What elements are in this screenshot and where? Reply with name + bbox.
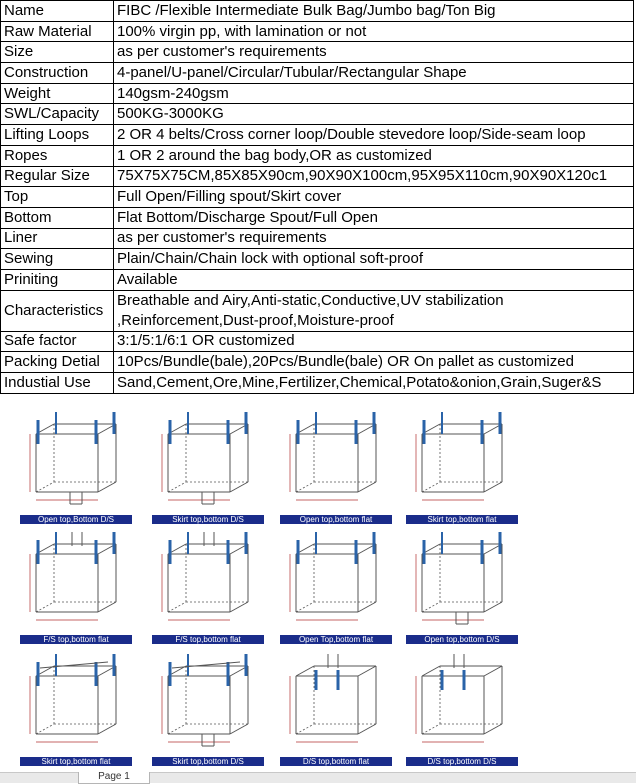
spec-value: Breathable and Airy,Anti-static,Conductive,UV stabilization ,Reinforcement,Dust-proof,Moisture-proof: [114, 290, 634, 331]
spec-value: 140gsm-240gsm: [114, 83, 634, 104]
spec-key: Size: [1, 42, 114, 63]
spec-row: [1, 104, 634, 125]
spec-value: Plain/Chain/Chain lock with optional soft-proof: [114, 249, 634, 270]
spec-value: 4-panel/U-panel/Circular/Tubular/Rectangular Shape: [114, 63, 634, 84]
sheet-tab-bar: [0, 772, 636, 783]
bag-caption: F/S top,bottom flat: [152, 635, 264, 644]
spec-value: 3:1/5:1/6:1 OR customized: [114, 331, 634, 352]
spec-key: Characteristics: [1, 290, 114, 331]
bag-drawing: [274, 532, 398, 634]
bag-drawing: [146, 654, 270, 756]
spec-key: Regular Size: [1, 166, 114, 187]
bag-caption: D/S top,bottom flat: [280, 757, 392, 766]
spec-value: Flat Bottom/Discharge Spout/Full Open: [114, 207, 634, 228]
spec-key: Weight: [1, 83, 114, 104]
spec-row: [1, 207, 634, 228]
bag-drawing: [146, 412, 270, 514]
bag-gallery: [0, 412, 552, 772]
spec-value: FIBC /Flexible Intermediate Bulk Bag/Jumbo bag/Ton Big: [114, 1, 634, 22]
spec-row: [1, 228, 634, 249]
bag-caption: Skirt top,bottom flat: [20, 757, 132, 766]
spec-value: 100% virgin pp, with lamination or not: [114, 21, 634, 42]
bag-drawing: [274, 654, 398, 756]
bag-caption: Open top,bottom D/S: [406, 635, 518, 644]
spec-row: [1, 290, 634, 331]
spec-value: Full Open/Filling spout/Skirt cover: [114, 187, 634, 208]
bag-drawing: [14, 654, 138, 756]
spec-row: [1, 249, 634, 270]
spec-value: 10Pcs/Bundle(bale),20Pcs/Bundle(bale) OR On pallet as customized: [114, 352, 634, 373]
spec-key: Packing Detial: [1, 352, 114, 373]
sheet-tab[interactable]: Page 1: [78, 772, 150, 784]
spec-row: [1, 42, 634, 63]
bag-caption: Open top,Bottom D/S: [20, 515, 132, 524]
spec-key: Ropes: [1, 145, 114, 166]
bag-drawing: [274, 412, 398, 514]
spec-value: 2 OR 4 belts/Cross corner loop/Double stevedore loop/Side-seam loop: [114, 125, 634, 146]
spec-row: [1, 373, 634, 394]
spec-key: Raw Material: [1, 21, 114, 42]
bag-drawing: [400, 654, 524, 756]
spec-row: [1, 269, 634, 290]
spec-row: [1, 125, 634, 146]
spec-row: [1, 1, 634, 22]
spec-key: SWL/Capacity: [1, 104, 114, 125]
spec-key: Priniting: [1, 269, 114, 290]
spec-row: [1, 21, 634, 42]
spec-key: Bottom: [1, 207, 114, 228]
spec-value: as per customer's requirements: [114, 228, 634, 249]
spec-value: Sand,Cement,Ore,Mine,Fertilizer,Chemical,Potato&onion,Grain,Suger&S: [114, 373, 634, 394]
spec-row: [1, 83, 634, 104]
spec-key: Sewing: [1, 249, 114, 270]
bag-caption: F/S top,bottom flat: [20, 635, 132, 644]
bag-caption: Open Top,bottom flat: [280, 635, 392, 644]
bag-caption: Skirt top,bottom D/S: [152, 515, 264, 524]
bag-diagram: [14, 412, 138, 526]
spec-row: [1, 63, 634, 84]
bag-diagram: [274, 532, 398, 646]
spec-value: as per customer's requirements: [114, 42, 634, 63]
spec-value: 1 OR 2 around the bag body,OR as customized: [114, 145, 634, 166]
bag-drawing: [400, 532, 524, 634]
bag-diagram: [400, 654, 524, 768]
empty-cells: [552, 412, 636, 772]
spec-key: Liner: [1, 228, 114, 249]
bag-drawing: [14, 412, 138, 514]
spec-value: 500KG-3000KG: [114, 104, 634, 125]
spec-key: Safe factor: [1, 331, 114, 352]
bag-caption: Open top,bottom flat: [280, 515, 392, 524]
bag-diagram: [14, 654, 138, 768]
spec-row: [1, 331, 634, 352]
spec-key: Top: [1, 187, 114, 208]
spec-key: Construction: [1, 63, 114, 84]
bag-diagram: [146, 412, 270, 526]
spec-value: 75X75X75CM,85X85X90cm,90X90X100cm,95X95X110cm,90X90X120c1: [114, 166, 634, 187]
spec-row: [1, 145, 634, 166]
bag-caption: Skirt top,bottom D/S: [152, 757, 264, 766]
bag-diagram: [274, 654, 398, 768]
bag-diagram: [400, 412, 524, 526]
bag-diagram: [400, 532, 524, 646]
spec-row: [1, 187, 634, 208]
spec-row: [1, 166, 634, 187]
bag-drawing: [146, 532, 270, 634]
bag-caption: Skirt top,bottom flat: [406, 515, 518, 524]
bag-drawing: [400, 412, 524, 514]
spec-row: [1, 352, 634, 373]
spec-key: Industial Use: [1, 373, 114, 394]
spec-value: Available: [114, 269, 634, 290]
bag-drawing: [14, 532, 138, 634]
spec-key: Lifting Loops: [1, 125, 114, 146]
bag-diagram: [14, 532, 138, 646]
bag-diagram: [146, 654, 270, 768]
bag-diagram: [274, 412, 398, 526]
bag-diagram: [146, 532, 270, 646]
spec-key: Name: [1, 1, 114, 22]
bag-caption: D/S top,bottom D/S: [406, 757, 518, 766]
